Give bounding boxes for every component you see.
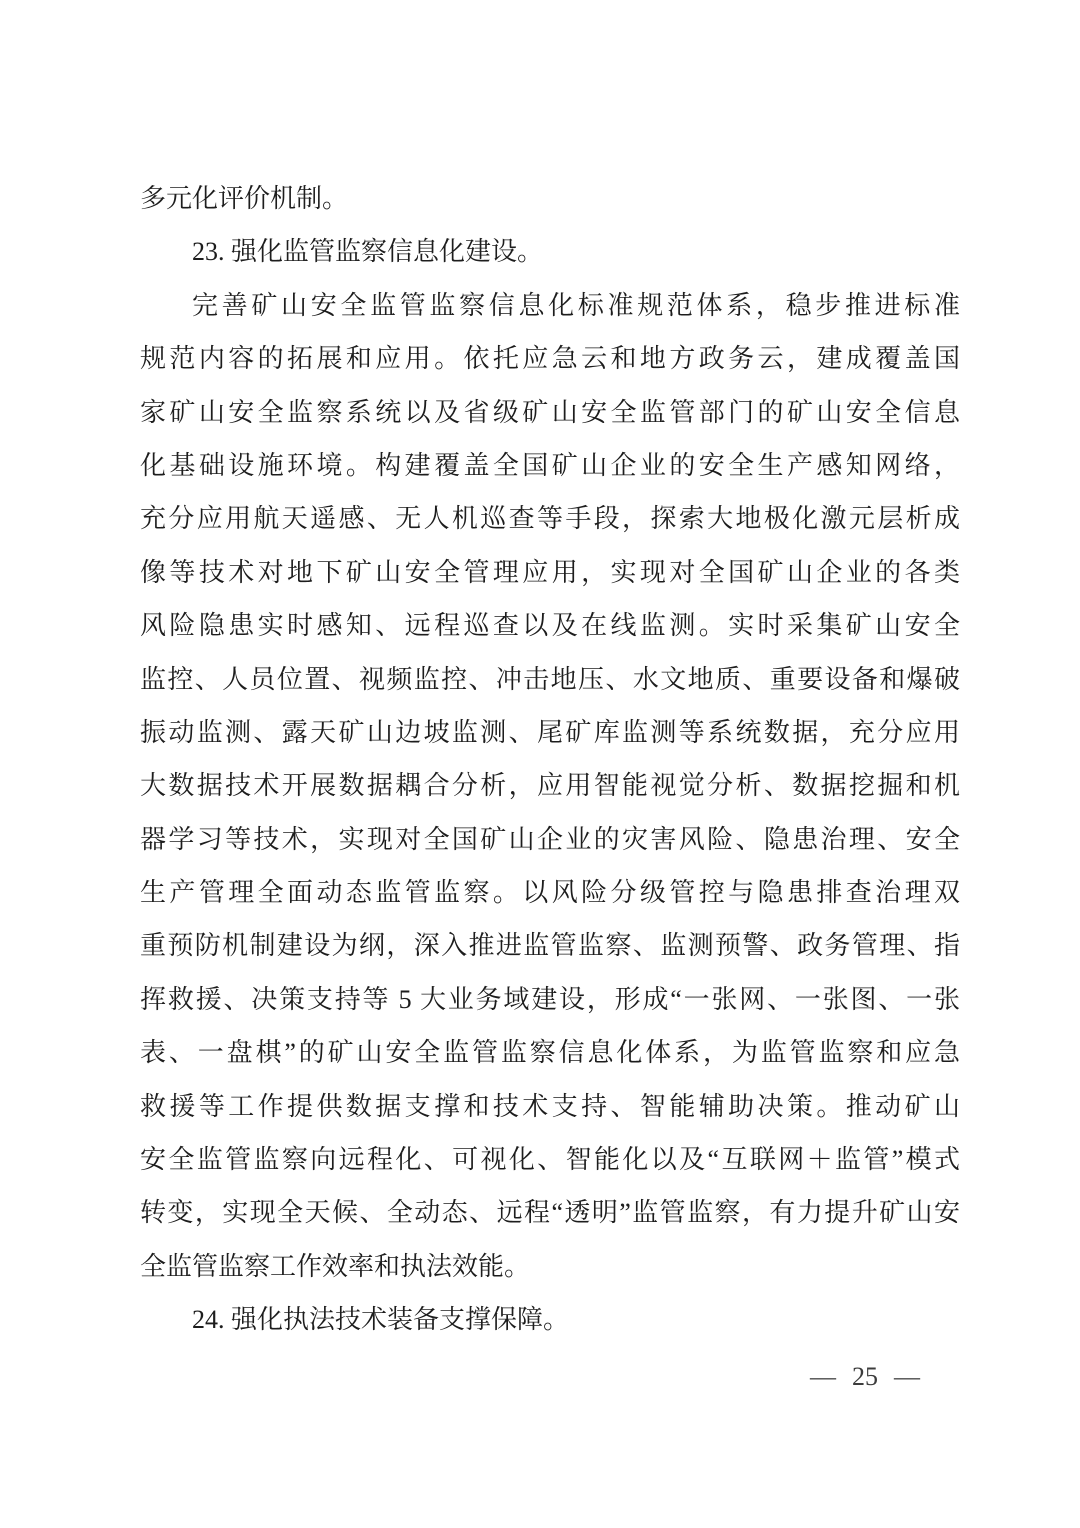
page-number: 25 — [852, 1362, 878, 1391]
text-line: 完善矿山安全监管监察信息化标准规范体系，稳步推进标准 — [192, 290, 960, 320]
text-line: 重预防机制建设为纲，深入推进监管监察、监测预警、政务管理、指 — [140, 931, 960, 961]
item-23-heading: 23. 强化监管监察信息化建设。 — [192, 237, 544, 267]
text-line: 器学习等技术，实现对全国矿山企业的灾害风险、隐患治理、安全 — [140, 824, 960, 854]
text-line: 全监管监察工作效率和执法效能。 — [140, 1251, 531, 1281]
item-24-heading: 24. 强化执法技术装备支撑保障。 — [192, 1305, 570, 1335]
page-footer — [810, 1363, 920, 1391]
footer-dash-right: — — [894, 1362, 920, 1391]
text-line: 挥救援、决策支持等 5 大业务域建设，形成“一张网、一张图、一张 — [140, 984, 960, 1014]
text-line: 救援等工作提供数据支撑和技术支持、智能辅助决策。推动矿山 — [140, 1091, 960, 1121]
text-line: 大数据技术开展数据耦合分析，应用智能视觉分析、数据挖掘和机 — [140, 771, 960, 801]
text-line: 风险隐患实时感知、远程巡查以及在线监测。实时采集矿山安全 — [140, 611, 960, 641]
text-line: 多元化评价机制。 — [140, 184, 349, 213]
text-line: 监控、人员位置、视频监控、冲击地压、水文地质、重要设备和爆破 — [140, 664, 960, 694]
footer-dash-left: — — [810, 1362, 836, 1391]
text-line: 转变，实现全天候、全动态、远程“透明”监管监察，有力提升矿山安 — [140, 1198, 960, 1228]
text-line: 表、一盘棋”的矿山安全监管监察信息化体系，为监管监察和应急 — [140, 1038, 960, 1068]
text-line: 充分应用航天遥感、无人机巡查等手段，探索大地极化激元层析成 — [140, 504, 960, 534]
text-line: 振动监测、露天矿山边坡监测、尾矿库监测等系统数据，充分应用 — [140, 717, 960, 747]
text-line: 生产管理全面动态监管监察。以风险分级管控与隐患排查治理双 — [140, 878, 960, 908]
text-block — [140, 172, 960, 1347]
text-line: 家矿山安全监察系统以及省级矿山安全监管部门的矿山安全信息 — [140, 397, 960, 427]
text-line: 安全监管监察向远程化、可视化、智能化以及“互联网＋监管”模式 — [140, 1145, 960, 1175]
text-line: 规范内容的拓展和应用。依托应急云和地方政务云，建成覆盖国 — [140, 344, 960, 374]
text-line: 像等技术对地下矿山安全管理应用，实现对全国矿山企业的各类 — [140, 557, 960, 587]
text-line: 化基础设施环境。构建覆盖全国矿山企业的安全生产感知网络， — [140, 450, 960, 480]
